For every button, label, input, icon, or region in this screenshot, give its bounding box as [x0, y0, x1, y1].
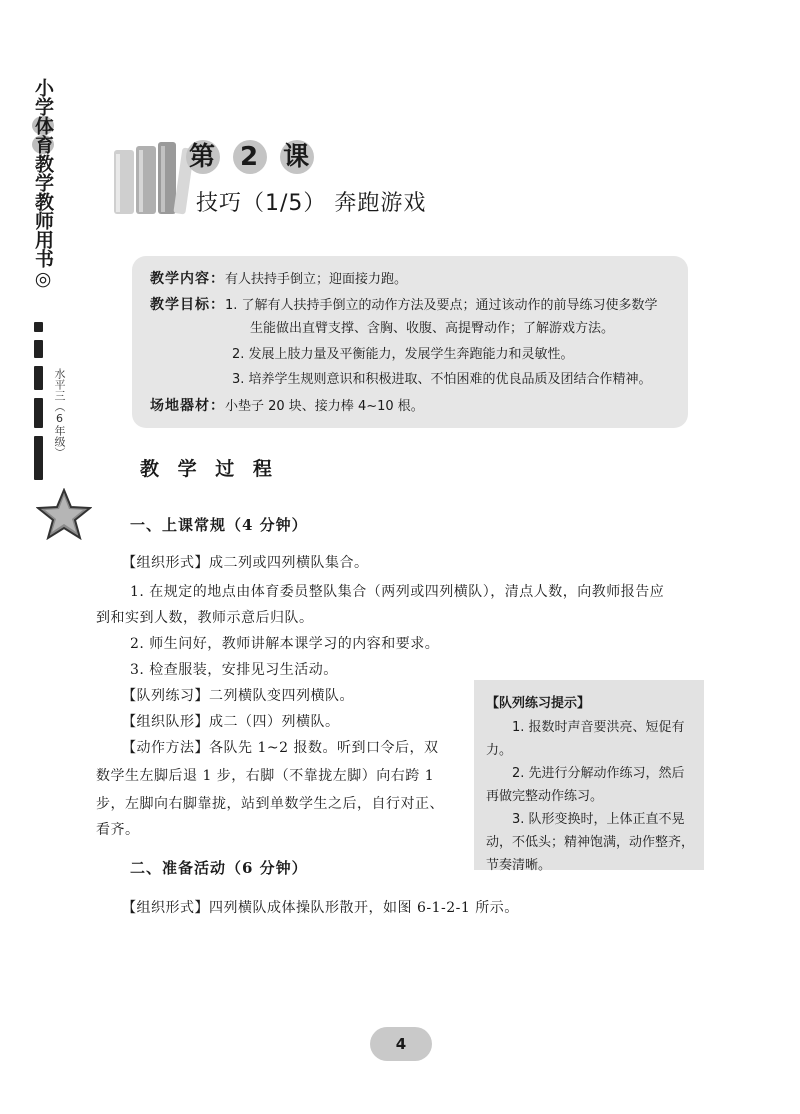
- s1-method-line-4: 看齐。: [96, 822, 140, 838]
- tips-title: 【队列练习提示】: [486, 696, 591, 711]
- tip-item-1: 1. 报数时声音要洪亮、短促有力。: [486, 720, 685, 758]
- side-bar-3: [34, 366, 43, 390]
- side-bar-2: [34, 340, 43, 358]
- process-heading: 教 学 过 程: [140, 458, 278, 480]
- book-title-part-4: 教学教师用书◎: [32, 154, 54, 290]
- lesson-number-value: 2: [233, 140, 267, 174]
- books-icon: [112, 140, 192, 216]
- section-1-title: 一、上课常规（4 分钟）: [130, 516, 308, 534]
- side-bar-5: [34, 436, 43, 480]
- equipment-label: 场地器材：: [150, 398, 225, 414]
- s1-drill: 【队列练习】二列横队变四列横队。: [122, 688, 354, 704]
- grade-level-label: 水平三（6年级）: [53, 368, 66, 458]
- lesson-number: [186, 140, 316, 174]
- content-text: 有人扶持手倒立；迎面接力跑。: [225, 272, 408, 287]
- s1-method-line-1: 【动作方法】各队先 1~2 报数。听到口令后，双: [122, 740, 439, 756]
- s1-formation: 【组织队形】成二（四）列横队。: [122, 714, 340, 730]
- goals-row: [150, 296, 658, 315]
- goal-1-line-1: 1. 了解有人扶持手倒立的动作方法及要点；通过该动作的前导练习使多数学: [225, 298, 658, 313]
- page-number: 4: [370, 1027, 432, 1061]
- tip-item-2: 2. 先进行分解动作练习，然后再做完整动作练习。: [486, 766, 685, 804]
- side-bar-4: [34, 398, 43, 428]
- equipment-text: 小垫子 20 块、接力棒 4~10 根。: [225, 399, 424, 414]
- s1-item-1-line-1: 1. 在规定的地点由体育委员整队集合（两列或四列横队），清点人数，向教师报告应: [130, 584, 665, 600]
- lesson-number-pre: 第: [186, 140, 220, 174]
- lesson-number-post: 课: [280, 140, 314, 174]
- book-title-vertical: [30, 78, 56, 290]
- content-label: 教学内容：: [150, 271, 225, 287]
- star-icon: [36, 488, 92, 540]
- drill-tips-box: [474, 680, 704, 873]
- book-title-part-1: 小学: [32, 78, 54, 116]
- content-row: [150, 270, 407, 289]
- goal-2: 2. 发展上肢力量及平衡能力，发展学生奔跑能力和灵敏性。: [232, 347, 574, 362]
- tip-item-3: 3. 队形变换时，上体正直不晃动，不低头；精神饱满，动作整齐，节奏清晰。: [486, 812, 695, 873]
- s1-item-2: 2. 师生问好，教师讲解本课学习的内容和要求。: [130, 636, 440, 652]
- s1-item-3: 3. 检查服装，安排见习生活动。: [130, 662, 338, 678]
- s1-organization: 【组织形式】成二列或四列横队集合。: [122, 555, 369, 571]
- s2-organization: 【组织形式】四列横队成体操队形散开，如图 6-1-2-1 所示。: [122, 900, 519, 916]
- lesson-title: 技巧（1/5） 奔跑游戏: [196, 191, 427, 216]
- book-title-part-3: 育: [32, 135, 54, 154]
- goal-3: 3. 培养学生规则意识和积极进取、不怕困难的优良品质及团结合作精神。: [232, 372, 652, 387]
- equipment-row: [150, 397, 424, 416]
- goals-label: 教学目标：: [150, 297, 225, 313]
- s1-method-line-2: 数学生左脚后退 1 步，右脚（不靠拢左脚）向右跨 1: [96, 768, 435, 784]
- lesson-info-box: [132, 256, 688, 428]
- section-2-title: 二、准备活动（6 分钟）: [130, 859, 308, 877]
- s1-method-line-3: 步，左脚向右脚靠拢，站到单数学生之后，自行对正、: [96, 796, 444, 812]
- s1-item-1-line-2: 到和实到人数，教师示意后归队。: [96, 610, 314, 626]
- side-bar-1: [34, 322, 43, 332]
- goal-1-line-2: 生能做出直臂支撑、含胸、收腹、高提臀动作；了解游戏方法。: [250, 321, 615, 336]
- book-title-part-2: 体: [32, 116, 54, 135]
- tips-list: [486, 716, 696, 877]
